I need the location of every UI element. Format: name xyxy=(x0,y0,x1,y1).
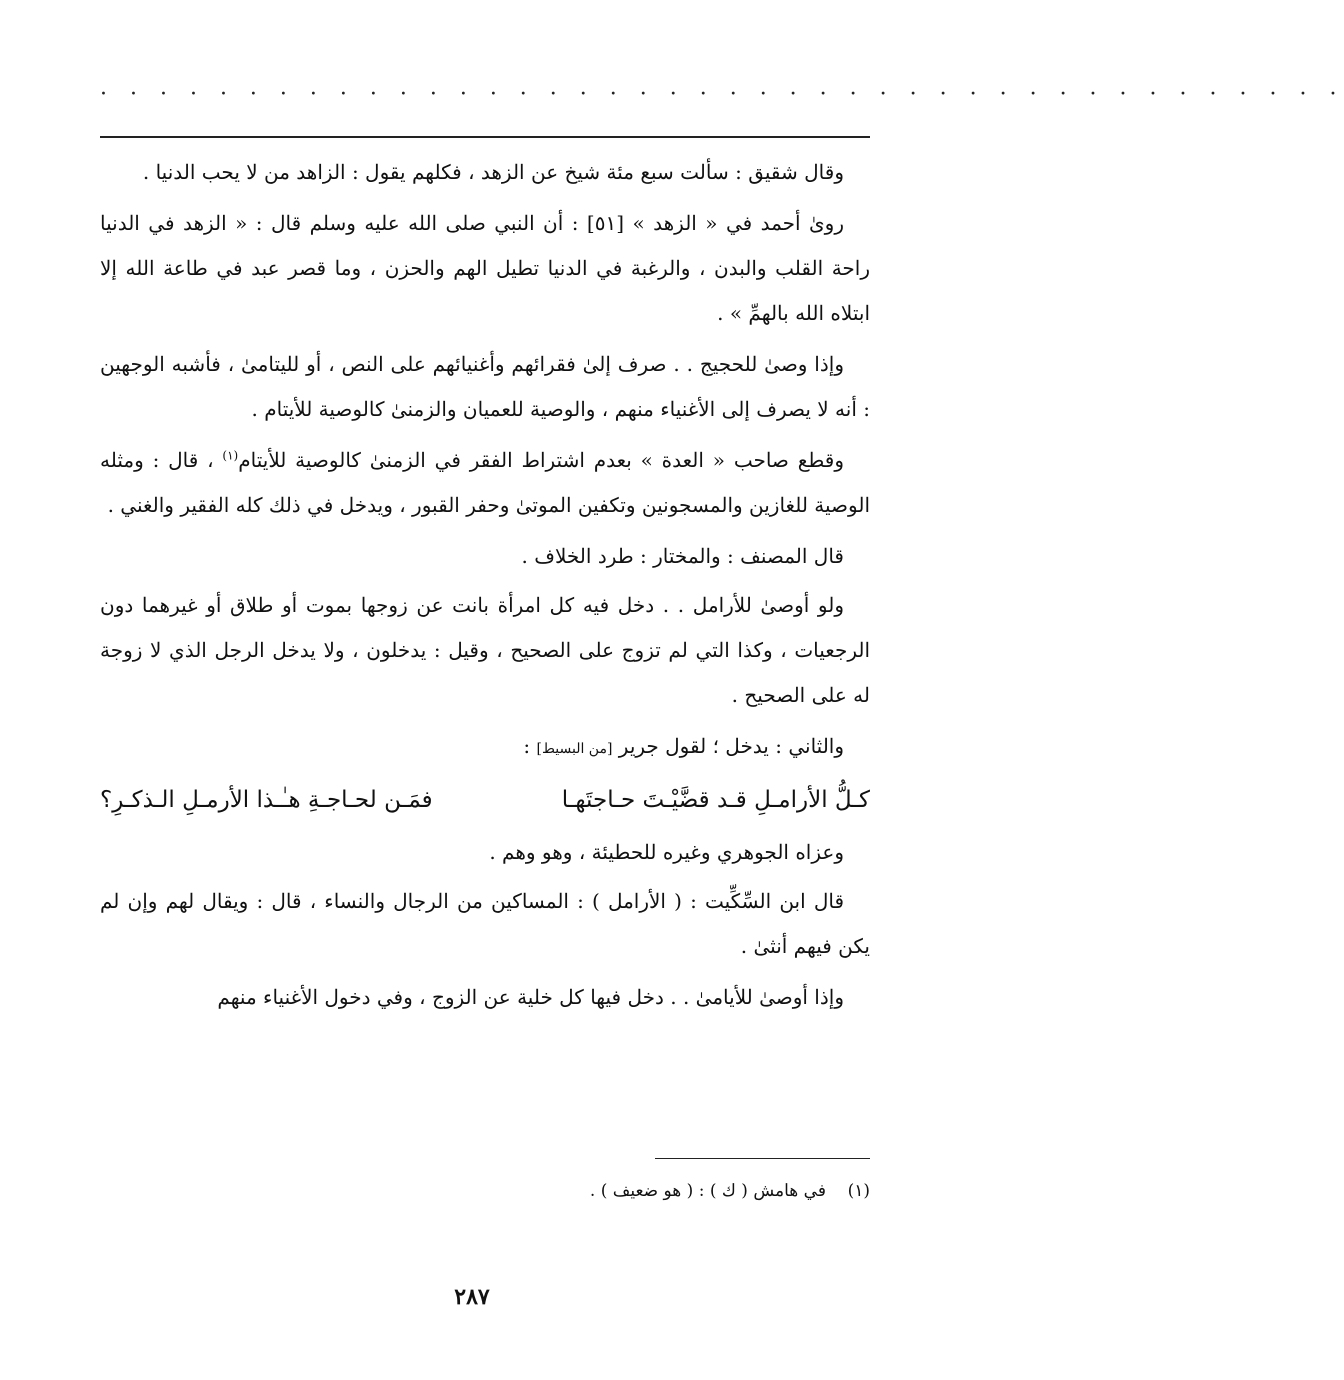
footnote xyxy=(100,1176,870,1206)
poem-verse xyxy=(100,776,870,824)
paragraph-4-after: ، قال : ومثله الوصية للغازين والمسجونين وتكفين الموتىٰ وحفر القبور ، ويدخل في ذلك كله الفقير والغني . xyxy=(100,448,870,517)
footnote-text: في هامش ( ك ) : ( هو ضعيف ) . xyxy=(589,1181,826,1201)
poem-hemistich-2: فمَـن لحـاجـةِ هـٰـذا الأرمـلِ الـذكـرِ؟ xyxy=(100,787,433,813)
paragraph-2: روىٰ أحمد في « الزهد » [٥١] : أن النبي صلى الله عليه وسلم قال : « الزهد في الدنيا راحة القلب والبدن ، والرغبة في الدنيا تطيل الهم والحزن ، وما قصر عبد في طاعة الله إلا ابتلاه الله بالهمِّ » . xyxy=(100,211,870,325)
paragraph-1: وقال شقيق : سألت سبع مئة شيخ عن الزهد ، فكلهم يقول : الزاهد من لا يحب الدنيا . xyxy=(142,160,844,184)
paragraph-5: قال المصنف : والمختار : طرد الخلاف . xyxy=(521,544,844,568)
paragraph-8: قال ابن السِّكِّيت : ( الأرامل ) : المساكين من الرجال والنساء ، قال : ويقال لهم وإن لم يكن فيهم أنثىٰ . xyxy=(100,889,870,958)
poem-intro-end: : xyxy=(523,734,537,758)
page-number: ٢٨٧ xyxy=(454,1284,490,1310)
poem-hemistich-1: كـلُّ الأرامـلِ قـد قضَّيْـتَ حـاجتَهـا xyxy=(561,787,870,813)
poem-intro-text: والثاني : يدخل ؛ لقول جرير xyxy=(612,734,844,758)
header-dots: · · · · · · · · · · · · · · · · · · · · · · · · · · · · · · · · · · · · · · · · · · xyxy=(100,82,1344,107)
footnote-reference[interactable]: (١) xyxy=(222,448,239,463)
footnote-mark: (١) xyxy=(847,1181,870,1201)
paragraph-3: وإذا وصىٰ للحجيج . . صرف إلىٰ فقرائهم وأغنيائهم على النص ، أو لليتامىٰ ، فأشبه الوجهين : أنه لا يصرف إلى الأغنياء منهم ، والوصية للعميان والزمنىٰ كالوصية للأيتام . xyxy=(100,352,870,421)
paragraph-6: ولو أوصىٰ للأرامل . . دخل فيه كل امرأة بانت عن زوجها بموت أو طلاق أو غيرهما دون الرجعيات ، وكذا التي لم تزوج على الصحيح ، وقيل : يدخلون ، ولا يدخل الرجل الذي لا زوجة له على الصحيح . xyxy=(100,593,870,707)
footnote-rule xyxy=(655,1158,870,1159)
paragraph-4 xyxy=(100,438,870,528)
poem-intro xyxy=(100,724,870,772)
main-text xyxy=(100,150,870,1026)
header-rule xyxy=(100,136,870,138)
paragraph-9: وإذا أوصىٰ للأيامىٰ . . دخل فيها كل خلية عن الزوج ، وفي دخول الأغنياء منهم xyxy=(217,985,844,1009)
poem-meter: [من البسيط] xyxy=(536,741,613,757)
paragraph-4-before: وقطع صاحب « العدة » بعدم اشتراط الفقر في الزمنىٰ كالوصية للأيتام xyxy=(238,448,844,472)
paragraph-7: وعزاه الجوهري وغيره للحطيئة ، وهو وهم . xyxy=(489,840,844,864)
